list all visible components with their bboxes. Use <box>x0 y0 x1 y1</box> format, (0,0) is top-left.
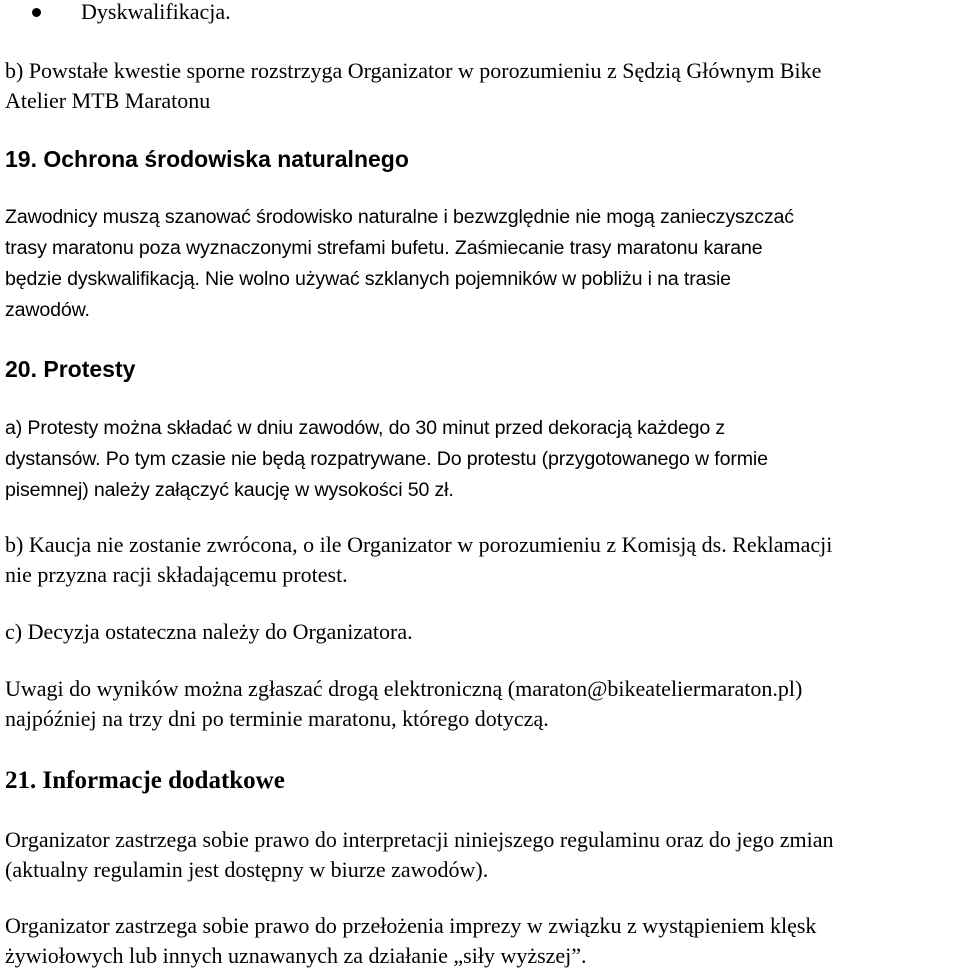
section-20-paragraph-a: a) Protesty można składać w dniu zawodów, do 30 minut przed dekoracją każdego z dystansów. Po tym czasie nie będą rozpatrywane. Do protestu (przygotowanego w formie pisemnej) należy załączyć kaucję w wysokości 50 zł. <box>5 417 768 501</box>
bullet-item-text: Dyskwalifikacja. <box>81 0 231 24</box>
section-20-paragraph-c: c) Decyzja ostateczna należy do Organizatora. <box>5 619 413 644</box>
section-21-heading: 21. Informacje dodatkowe <box>5 767 285 794</box>
section-19-heading: 19. Ochrona środowiska naturalnego <box>5 146 409 172</box>
section-21-paragraph-1: Organizator zastrzega sobie prawo do interpretacji niniejszego regulaminu oraz do jego zmian (aktualny regulamin jest dostępny w biurze zawodów). <box>5 827 834 882</box>
section-20-results-note: Uwagi do wyników można zgłaszać drogą elektroniczną (maraton@bikeateliermaraton.pl) najpóźniej na trzy dni po terminie maratonu, którego dotyczą. <box>5 676 803 731</box>
section-20-paragraph-b: b) Kaucja nie zostanie zwrócona, o ile Organizator w porozumieniu z Komisją ds. Reklamacji nie przyzna racji składającemu protest. <box>5 532 833 587</box>
section-19-paragraph: Zawodnicy muszą szanować środowisko naturalne i bezwzględnie nie mogą zanieczyszczać trasy maratonu poza wyznaczonymi strefami bufetu. Zaśmiecanie trasy maratonu karane będzie dyskwalifikacją. Nie wolno używać szklanych pojemników w pobliżu i na trasie zawodów. <box>5 206 794 321</box>
section-21-paragraph-2: Organizator zastrzega sobie prawo do przełożenia imprezy w związku z wystąpieniem klęsk żywiołowych lub innych uznawanych za działanie „siły wyższej”. <box>5 913 817 968</box>
paragraph-b-organizer: b) Powstałe kwestie sporne rozstrzyga Organizator w porozumieniu z Sędzią Głównym Bike Atelier MTB Maratonu <box>5 58 822 113</box>
bullet-icon <box>32 8 41 17</box>
section-20-heading: 20. Protesty <box>5 356 136 382</box>
